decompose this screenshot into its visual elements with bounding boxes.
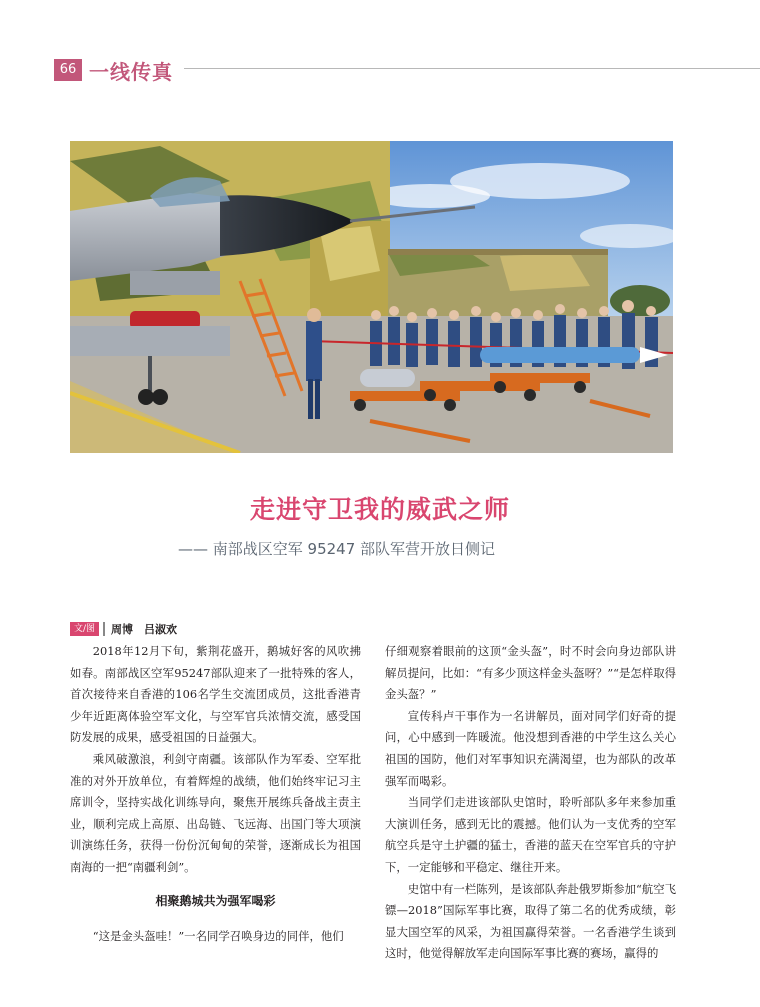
paragraph: 当同学们走进该部队史馆时，聆听部队多年来参加重大演训任务，感到无比的震撼。他们认为一支优秀的空军航空兵是守土护疆的猛士，香港的蓝天在空军官兵的守护下，一定能够和平稳定、继往开来。 xyxy=(385,795,676,874)
article-photo xyxy=(70,141,673,453)
subheading: 相聚鹅城共为强军喝彩 xyxy=(155,893,276,908)
paragraph: 史馆中有一栏陈列，是该部队奔赴俄罗斯参加“航空飞镖—2018”国际军事比赛，取得了第二名的优秀成绩，彰显大国空军的风采，为祖国赢得荣誉。一名香港学生谈到这时，他觉得解放军走向国际军事比赛的赛场，赢得的 xyxy=(385,881,676,961)
article-title: 走进守卫我的威武之师 xyxy=(249,495,510,524)
column-right xyxy=(385,641,676,965)
jet-exhibition-photo xyxy=(70,141,673,453)
article-subtitle: —— 南部战区空军 95247 部队军营开放日侧记 xyxy=(178,540,496,558)
header-rule xyxy=(184,68,760,69)
paragraph-continued: 仔细观察着眼前的这顶“金头盔”，时不时会向身边部队讲解员提问，比如：“有多少顶这样金头盔呀？”“是怎样取得金头盔？” xyxy=(385,644,676,702)
paragraph: 2018年12月下旬，紫荆花盛开，鹅城好客的风吹拂如春。南部战区空军95247部队迎来了一批特殊的客人，首次接待来自香港的106名学生交流团成员，这批香港青少年近距离体验空军文化，与空军官兵浓情交流，感受国防发展的成果，感受祖国的日益强大。 xyxy=(70,644,361,745)
paragraph: “这是金头盔哇！”一名同学召唤身边的同伴，他们 xyxy=(92,929,344,944)
byline-tag: 文/图 xyxy=(70,622,99,636)
section-title: 一线传真 xyxy=(89,60,173,84)
byline xyxy=(70,621,177,637)
paragraph: 宣传科卢干事作为一名讲解员，面对同学们好奇的提问，心中感到一阵暖流。他没想到香港的中学生这么关心祖国的国防，他们对军事知识充满渴望，也为部队的改革强军而喝彩。 xyxy=(385,708,676,788)
byline-divider xyxy=(103,622,105,636)
column-left xyxy=(70,641,361,948)
page-number: 66 xyxy=(54,59,82,81)
paragraph: 乘风破激浪，利剑守南疆。该部队作为军委、空军批准的对外开放单位，有着辉煌的战绩，他们始终牢记习主席训令，坚持实战化训练导向，聚焦开展练兵备战主责主业，顺利完成上高原、出岛链、飞远海、出国门等大项演训演练任务，获得一份份沉甸甸的荣誉，逐渐成长为祖国南海的一把“南疆利剑”。 xyxy=(70,751,361,874)
byline-authors: 周博 吕淑欢 xyxy=(111,623,178,636)
